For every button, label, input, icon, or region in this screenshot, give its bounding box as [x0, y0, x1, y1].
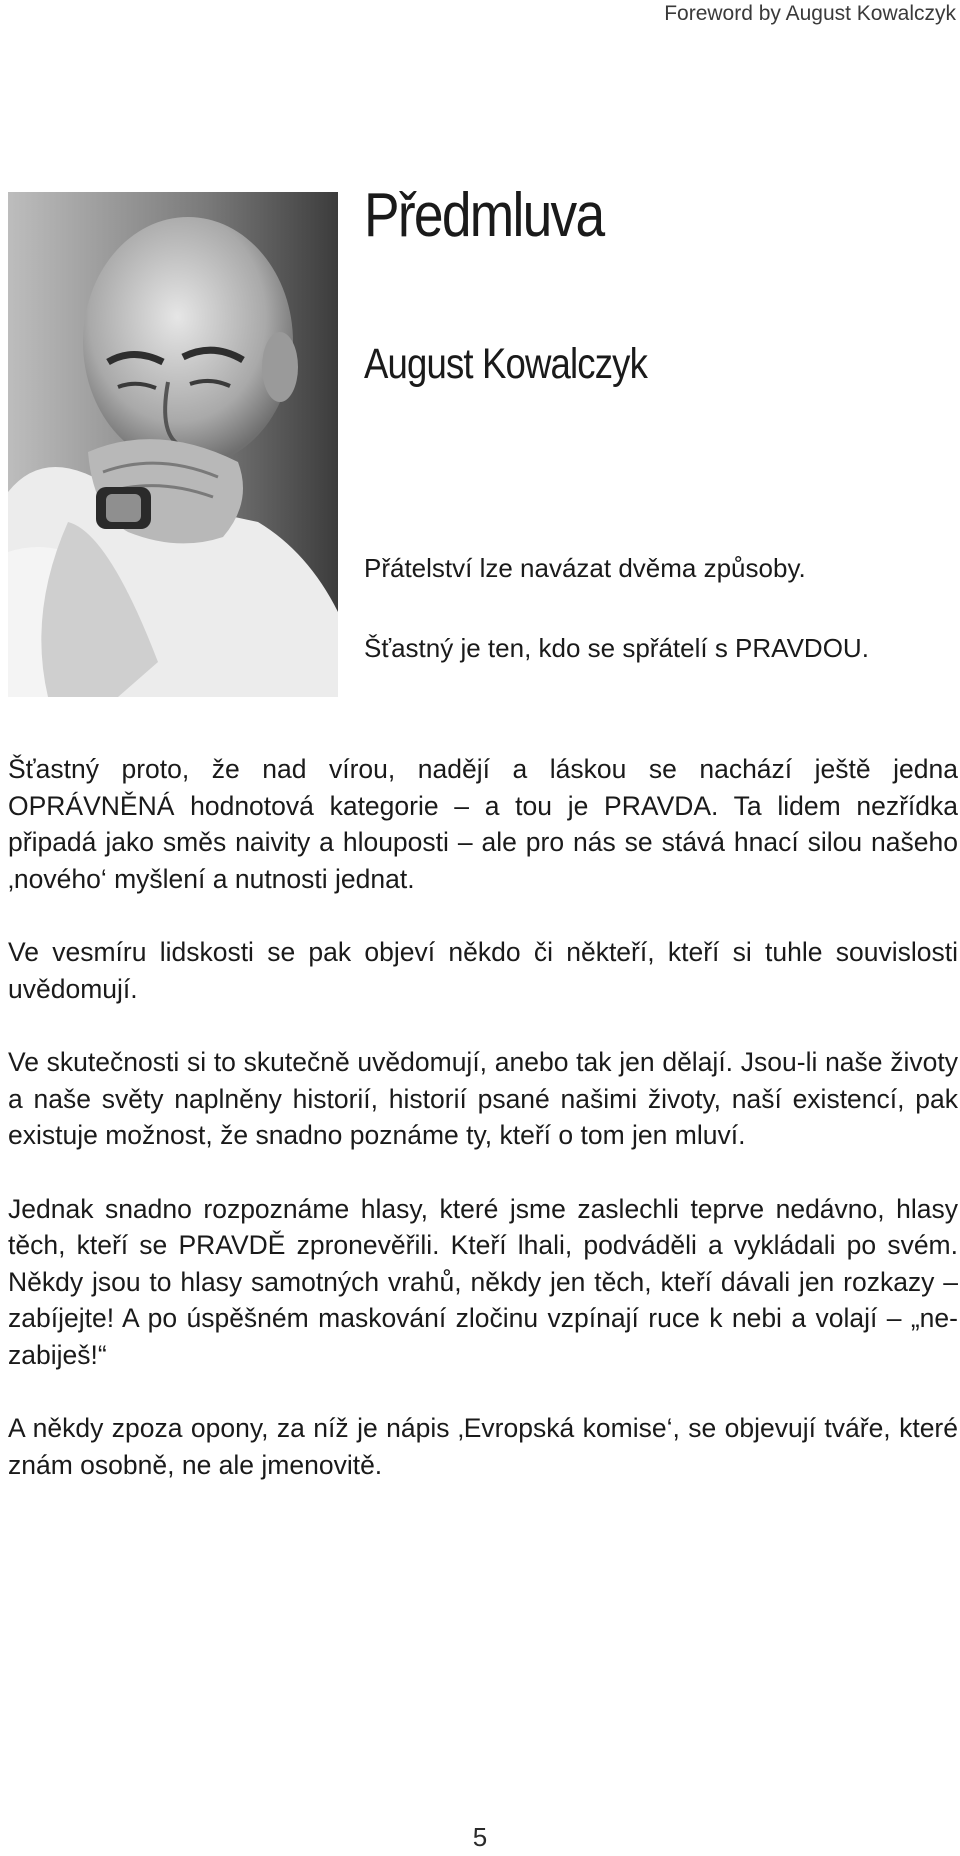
paragraph: A někdy zpoza opony, za níž je nápis ‚Evropská komise‘, se objevují tváře, které znám osobně, ne ale jmenovitě. — [8, 1413, 958, 1480]
running-header: Foreword by August Kowalczyk — [664, 2, 956, 25]
paragraph: Šťastný proto, že nad vírou, nadějí a láskou se nachází ještě jedna OPRÁVNĚNÁ hodnotová kategorie – a tou je PRAVDA. Ta lidem nezřídka připadá jako směs naivity a hlouposti – ale pro nás se stává hnací silou našeho ‚nového‘ myšlení a nutnosti jednat. — [8, 754, 958, 894]
article-title: Předmluva — [364, 181, 604, 250]
author-portrait-photo — [8, 192, 338, 697]
paragraph: Jednak snadno rozpoznáme hlasy, které jsme zaslechli teprve nedávno, hlasy těch, kteří se PRAVDĚ zpronevěřili. Kteří lhali, podváděli a vykládali po svém. Někdy jsou to hlasy samotných vrahů, někdy jen těch, kteří dávali jen rozkazy – zabíjejte! A po úspěšném maskování zločinu vzpínají ruce k nebi a volají – „nezabiješ!“ — [8, 1193, 958, 1370]
intro-line: Šťastný je ten, kdo se spřátelí s PRAVDOU. — [364, 633, 869, 663]
portrait-image — [8, 192, 338, 697]
paragraph: Ve vesmíru lidskosti se pak objeví někdo či někteří, kteří si tuhle souvislosti uvědomují. — [8, 937, 958, 1004]
paragraph: Ve skutečnosti si to skutečně uvědomují, anebo tak jen dělají. Jsou-li naše životy a naše světy naplněny historií, historií psané našimi životy, naší existencí, pak existuje možnost, že snadno poznáme ty, kteří o tom jen mluví. — [8, 1047, 958, 1150]
body-text — [8, 751, 958, 1520]
article-author: August Kowalczyk — [364, 340, 647, 388]
page-number: 5 — [472, 1822, 488, 1852]
intro-line: Přátelství lze navázat dvěma způsoby. — [364, 553, 806, 583]
